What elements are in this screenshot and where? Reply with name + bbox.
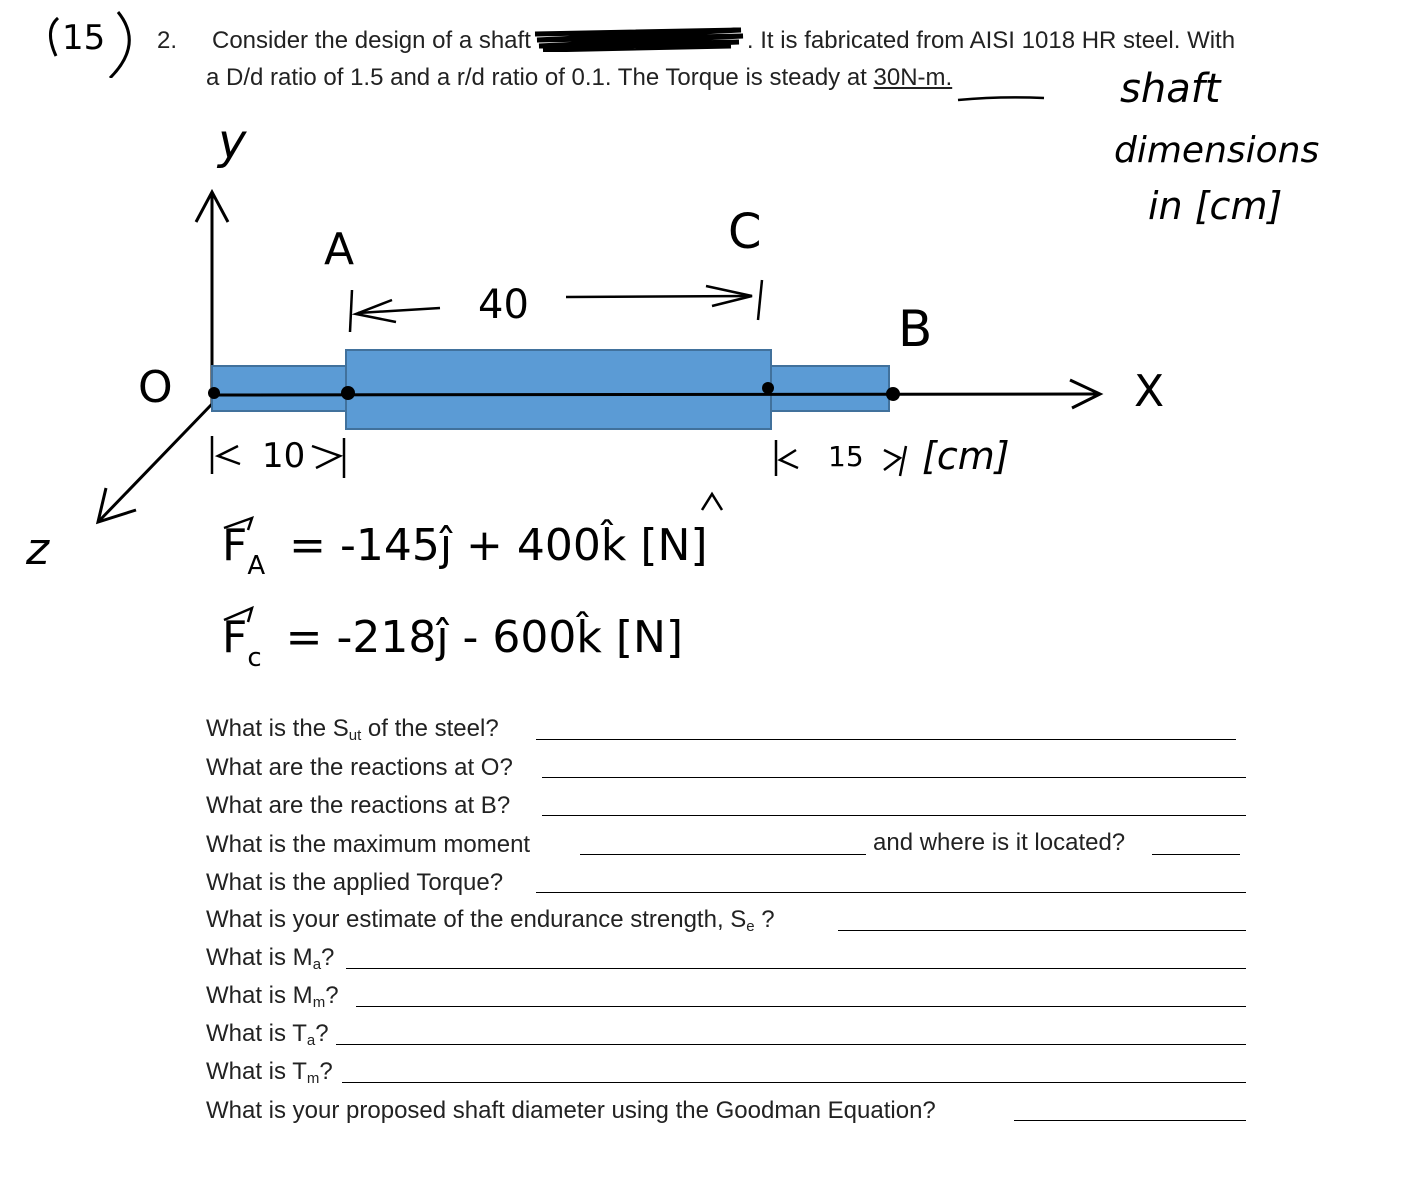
question-max-moment-text: What is the maximum moment — [206, 831, 531, 858]
force-c-symbol: F — [222, 612, 248, 663]
dim-unit-label: [cm] — [922, 434, 1010, 478]
answer-line-moment-location[interactable] — [1152, 854, 1240, 855]
question-goodman — [206, 1093, 1246, 1125]
question-moment-location-text: and where is it located? — [873, 829, 1126, 856]
z-axis-line — [100, 404, 212, 520]
question-max-moment — [206, 827, 1246, 859]
force-a-equation — [222, 520, 708, 581]
shaft-section-right — [771, 366, 889, 411]
point-a-dot — [341, 386, 355, 400]
force-a-k-hat — [702, 494, 722, 510]
question-ma — [206, 941, 1246, 973]
answer-line-endurance[interactable] — [838, 930, 1246, 931]
force-c-value: = -218ĵ - 600k̂ [N] — [285, 612, 684, 663]
answer-line-goodman[interactable] — [1014, 1120, 1246, 1121]
dim-cb-right-arrow — [884, 450, 900, 470]
point-b-label: B — [898, 300, 933, 358]
dim-cb-label: 15 — [828, 440, 864, 473]
problem-line-1-start: Consider the design of a shaft — [212, 27, 531, 54]
question-reactions-b-text: What are the reactions at B? — [206, 792, 511, 819]
question-endurance — [206, 903, 1246, 935]
dim-ac-label: 40 — [478, 282, 529, 328]
axis-x-label: X — [1134, 366, 1165, 417]
dim-oa-right-arrow — [312, 446, 340, 468]
shaft-section-left — [212, 366, 348, 411]
question-sut-text: What is the $S_{ut}$ of the steel? — [206, 715, 499, 744]
point-c-label: C — [728, 204, 762, 260]
point-b-dot — [886, 387, 900, 401]
force-a-value: = -145ĵ + 400k̂ [N] — [289, 520, 708, 571]
point-a-label: A — [324, 224, 355, 275]
origin-label: O — [138, 362, 173, 413]
dim-ac-left-tick — [350, 290, 352, 332]
question-endurance-text: What is your estimate of the endurance strength, $S_e$ ? — [206, 906, 775, 935]
problem-line-1-end: . It is fabricated from AISI 1018 HR steel. With — [746, 27, 1236, 54]
dim-cb-left-arrow — [780, 450, 798, 468]
note-line-2: dimensions — [1114, 130, 1320, 171]
answer-line-reactions-o[interactable] — [542, 777, 1246, 778]
answer-line-ma[interactable] — [346, 968, 1246, 969]
axis-y-label: y — [218, 114, 247, 170]
problem-number: 2. — [157, 27, 178, 54]
dim-oa-label: 10 — [262, 436, 306, 476]
point-c-dot — [762, 382, 774, 394]
question-ta-text: What is $T_a$? — [206, 1020, 329, 1049]
note-line-3: in [cm] — [1148, 184, 1283, 228]
question-ma-text: What is $M_a$? — [206, 944, 335, 973]
answer-line-tm[interactable] — [342, 1082, 1246, 1083]
question-mm-text: What is $M_m$? — [206, 982, 339, 1011]
point-o-dot — [208, 387, 220, 399]
question-reactions-o-text: What are the reactions at O? — [206, 754, 513, 781]
dim-ac-right-tick — [758, 280, 762, 320]
force-c-subscript: c — [247, 643, 262, 673]
question-tm-text: What is $T_m$? — [206, 1058, 333, 1087]
question-torque-text: What is the applied Torque? — [206, 869, 504, 896]
force-a-subscript: A — [247, 551, 266, 581]
answer-line-sut[interactable] — [536, 739, 1236, 740]
answer-line-max-moment[interactable] — [580, 854, 866, 855]
dim-oa-left-arrow — [218, 446, 240, 464]
torque-value: 30N-m. — [873, 64, 953, 91]
question-tm — [206, 1055, 1246, 1087]
score-value: 15 — [62, 18, 106, 58]
question-sut — [206, 712, 1246, 744]
question-reactions-o — [206, 750, 1246, 782]
question-torque — [206, 865, 1246, 897]
note-line-1: shaft — [1120, 66, 1221, 112]
dim-ac-right-shaft — [566, 296, 752, 297]
question-goodman-text: What is your proposed shaft diameter using the Goodman Equation? — [206, 1097, 936, 1124]
answer-line-mm[interactable] — [356, 1006, 1246, 1007]
question-reactions-b — [206, 788, 1246, 820]
answer-line-ta[interactable] — [336, 1044, 1246, 1045]
force-c-equation — [222, 612, 683, 673]
shaft-section-middle — [346, 350, 771, 429]
dim-cb-right-tick — [900, 446, 906, 476]
question-ta — [206, 1017, 1246, 1049]
axis-z-label: z — [26, 524, 50, 575]
problem-line-2-start: a D/d ratio of 1.5 and a r/d ratio of 0.1. The Torque is steady at — [206, 64, 874, 91]
answer-line-reactions-b[interactable] — [542, 815, 1246, 816]
answer-line-torque[interactable] — [536, 892, 1246, 893]
question-mm — [206, 979, 1246, 1011]
force-a-symbol: F — [222, 520, 248, 571]
